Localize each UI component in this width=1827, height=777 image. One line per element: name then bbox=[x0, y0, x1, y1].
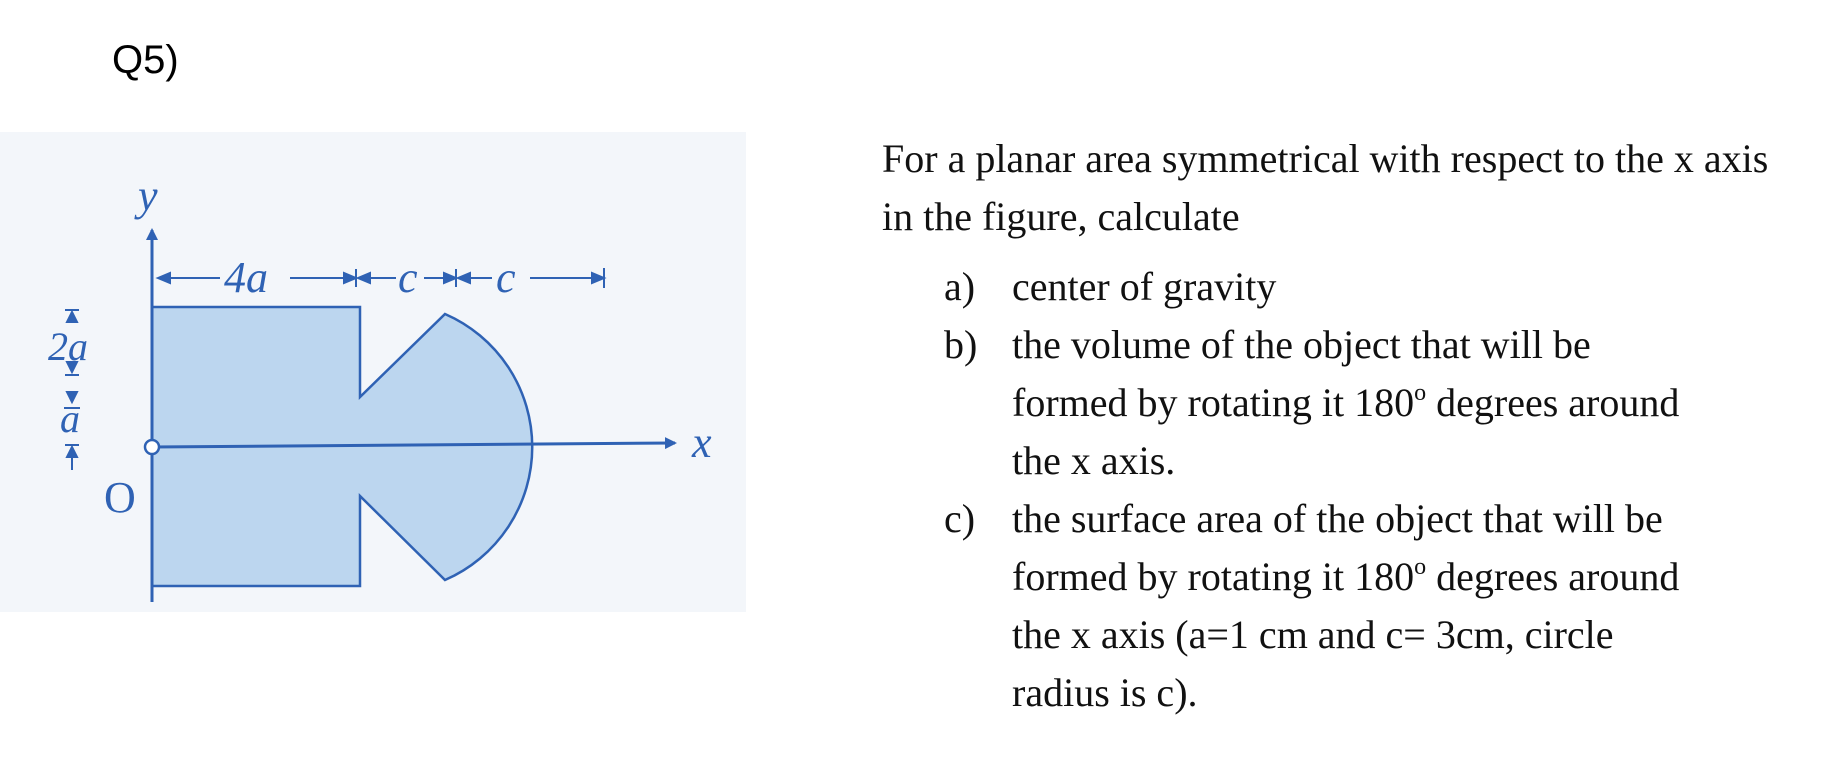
problem-text bbox=[882, 130, 1782, 722]
x-axis-label: x bbox=[692, 418, 712, 467]
item-label: a) bbox=[944, 264, 976, 309]
dimension-2a-label: 2a bbox=[48, 324, 88, 369]
question-number: Q5) bbox=[112, 38, 179, 82]
problem-item-c bbox=[882, 490, 1782, 722]
problem-intro: For a planar area symmetrical with respect to the x axis in the figure, calculate bbox=[882, 136, 1769, 239]
dimension-4a-label: 4a bbox=[224, 253, 268, 302]
problem-item-b bbox=[882, 316, 1782, 490]
item-text: the surface area of the object that will be formed by rotating it 180$^o$ degrees around the x axis (a=1 cm and c= 3cm, circle radius is c). bbox=[1012, 496, 1680, 715]
dimension-c-label-1: c bbox=[398, 253, 418, 302]
degree-superscript: o bbox=[1414, 554, 1427, 580]
dimension-c-label-2: c bbox=[496, 253, 516, 302]
figure-background bbox=[0, 132, 746, 612]
dimension-a-label: a bbox=[60, 396, 80, 441]
problem-items bbox=[882, 258, 1782, 722]
y-axis-label: y bbox=[138, 171, 158, 220]
degree-superscript: o bbox=[1414, 380, 1427, 406]
figure bbox=[0, 132, 746, 612]
item-text: the volume of the object that will be formed by rotating it 180$^o$ degrees around the x axis. bbox=[1012, 322, 1680, 483]
problem-item-a bbox=[882, 258, 1782, 316]
item-label: b) bbox=[944, 322, 978, 367]
item-label: c) bbox=[944, 496, 976, 541]
figure-diagram bbox=[0, 132, 746, 612]
origin-label: O bbox=[104, 473, 136, 522]
origin-marker bbox=[145, 440, 159, 454]
item-text: center of gravity bbox=[1012, 264, 1277, 309]
